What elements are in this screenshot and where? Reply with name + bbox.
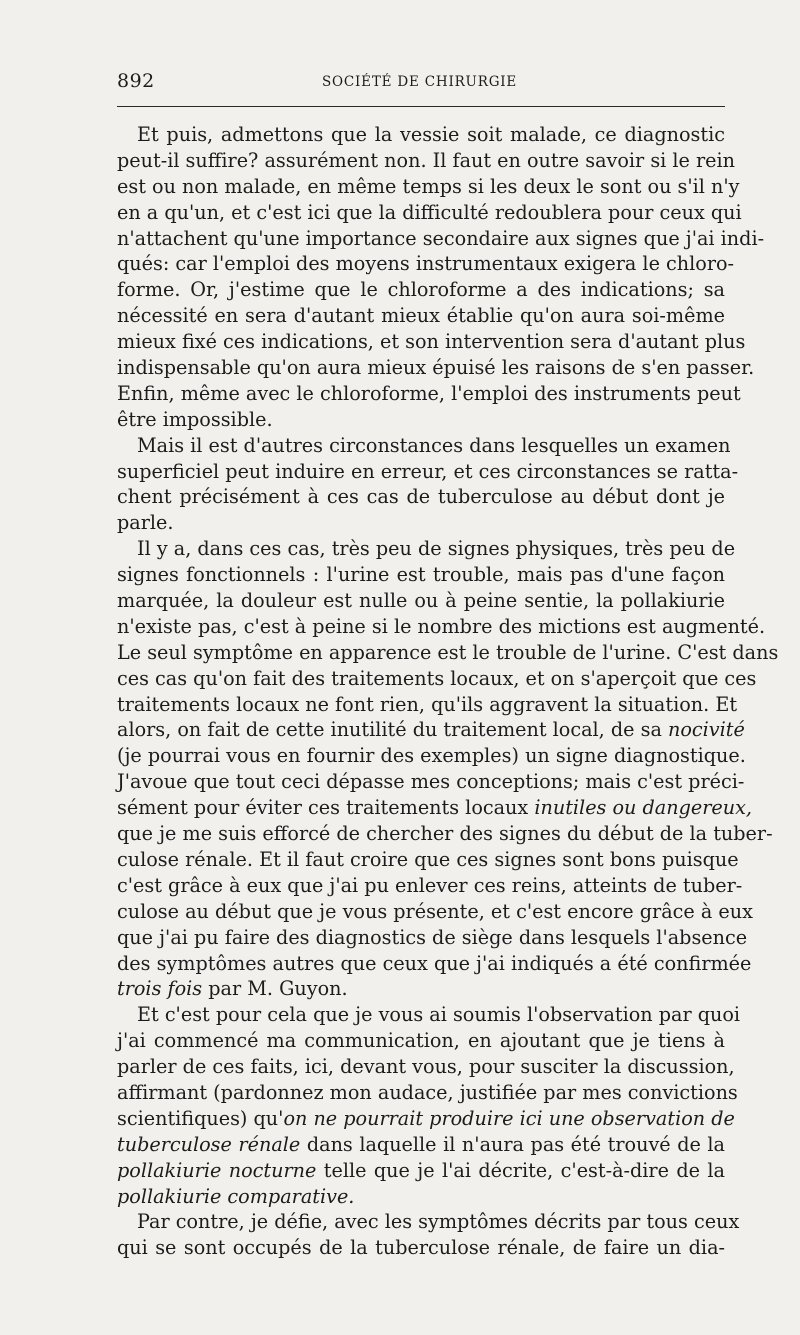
text-line: n'existe pas, c'est à peine si le nombre des mictions est augmenté. [117,614,766,638]
text-line: des symptômes autres que ceux que j'ai indiqués a été confirmée [117,951,752,975]
text-line: chent précisément à ces cas de tuberculose au début dont je [117,485,725,509]
text-run: alors, on fait de cette inutilité du traitement local, de sa [117,718,662,742]
text-line: Mais il est d'autres circonstances dans lesquelles un examen [137,433,731,457]
text-line: signes fonctionnels : l'urine est trouble, mais pas d'une façon [117,563,725,587]
text-line [117,976,725,1002]
text-line: que j'ai pu faire des diagnostics de siège dans lesquels l'absence [117,925,748,949]
text-line: forme. Or, j'estime que le chloroforme a des indications; sa [117,278,725,302]
text-line: parle. [117,511,174,535]
italic-run: tuberculose rénale [117,1132,301,1156]
italic-run: pollakiurie comparative. [117,1184,355,1208]
text-line [117,717,745,743]
text-line: être impossible. [117,407,273,431]
text-line: superficiel peut induire en erreur, et ces circonstances se ratta- [117,459,739,483]
text-line: culose au début que je vous présente, et c'est encore grâce à eux [117,899,753,923]
text-run: dans laquelle il n'aura pas été trouvé de la [306,1132,725,1156]
italic-run: nocivité [668,718,745,742]
text-run: scientifiques) qu' [117,1106,284,1130]
text-line [117,1158,725,1184]
text-line [117,1132,725,1158]
text-line: affirmant (pardonnez mon audace, justifiée par mes convictions [117,1080,738,1104]
text-line: Et puis, admettons que la vessie soit malade, ce diagnostic [137,123,725,146]
text-line: nécessité en sera d'autant mieux établie qu'on aura soi-même [117,304,725,328]
text-line: que je me suis efforcé de chercher des signes du début de la tuber- [117,822,773,846]
text-line [117,795,753,821]
text-line [117,1184,725,1210]
text-line: qui se sont occupés de la tuberculose rénale, de faire un dia- [117,1236,725,1260]
text-run: sément pour éviter ces traitements locaux [117,796,529,820]
text-line: n'attachent qu'une importance secondaire aux signes que j'ai indi- [117,226,765,250]
text-line: Et c'est pour cela que je vous ai soumis l'observation par quoi [137,1003,741,1027]
text-line: indispensable qu'on aura mieux épuisé les raisons de s'en passer. [117,356,755,380]
text-line: ces cas qu'on fait des traitements locaux, et on s'aperçoit que ces [117,666,757,690]
text-line: est ou non malade, en même temps si les deux le sont ou s'il n'y [117,174,740,198]
text-line: parler de ces faits, ici, devant vous, pour susciter la discussion, [117,1055,735,1079]
header-rule [117,106,725,107]
text-line: culose rénale. Et il faut croire que ces signes sont bons puisque [117,847,739,871]
text-line: qués: car l'emploi des moyens instrumentaux exigera le chloro- [117,252,735,276]
italic-run: on ne pourrait produire ici une observation de [283,1106,735,1130]
text-line: j'ai commencé ma communication, en ajoutant que je tiens à [117,1029,725,1053]
text-line: Par contre, je défie, avec les symptômes décrits par tous ceux [137,1210,740,1234]
italic-run: pollakiurie nocturne [117,1158,317,1182]
text-run: par M. Guyon. [208,977,348,1001]
italic-run: trois fois [117,977,203,1001]
text-line: peut-il suffire? assurément non. Il faut en outre savoir si le rein [117,148,736,172]
text-line: marquée, la douleur est nulle ou à peine sentie, la pollakiurie [117,589,725,613]
text-line: c'est grâce à eux que j'ai pu enlever ces reins, atteints de tuber- [117,873,743,897]
body-text [117,122,779,1261]
text-line: mieux fixé ces indications, et son intervention sera d'autant plus [117,330,746,354]
text-line: traitements locaux ne font rien, qu'ils aggravent la situation. Et [117,692,738,716]
running-head: SOCIÉTÉ DE CHIRURGIE [322,74,518,90]
text-line: J'avoue que tout ceci dépasse mes conceptions; mais c'est préci- [117,770,745,794]
text-line: Enfin, même avec le chloroforme, l'emploi des instruments peut [117,381,741,405]
text-line: en a qu'un, et c'est ici que la difficulté redoublera pour ceux qui [117,200,742,224]
page-header [117,70,725,100]
text-run: telle que je l'ai décrite, c'est-à-dire de la [323,1158,725,1182]
text-line: Le seul symptôme en apparence est le trouble de l'urine. C'est dans [117,640,779,664]
page-number: 892 [117,70,155,92]
text-line: (je pourrai vous en fournir des exemples) un signe diagnostique. [117,744,746,768]
text-line [117,1106,735,1132]
italic-run: inutiles ou dangereux, [534,796,753,820]
text-line: Il y a, dans ces cas, très peu de signes physiques, très peu de [137,537,736,561]
